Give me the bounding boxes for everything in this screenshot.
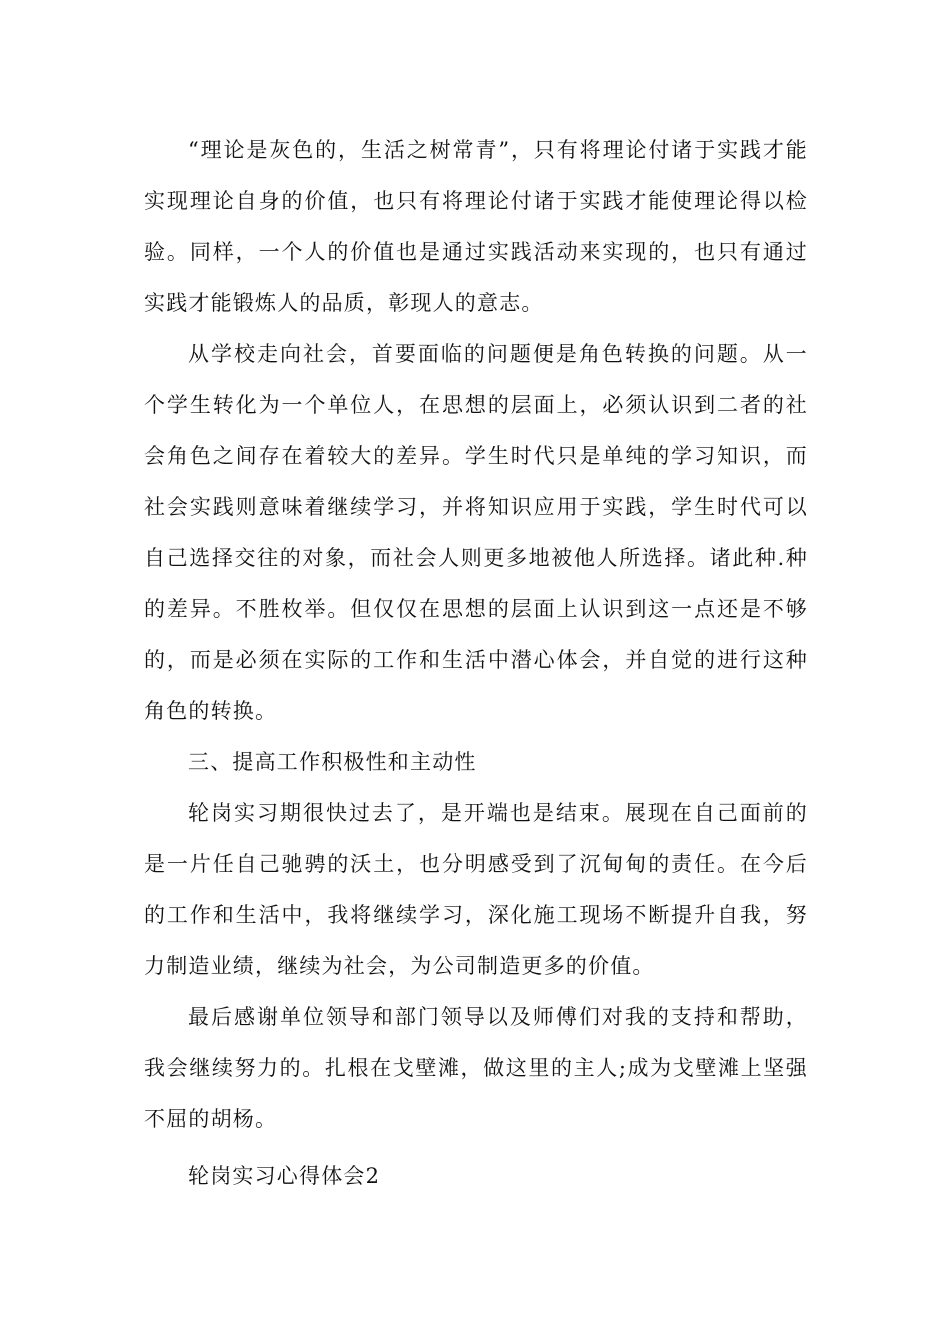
document-body — [144, 125, 808, 1202]
paragraph-role-transition: 从学校走向社会，首要面临的问题便是角色转换的问题。从一个学生转化为一个单位人，在思想的层面上，必须认识到二者的社会角色之间存在着较大的差异。学生时代只是单纯的学习知识，而社会实践则意味着继续学习，并将知识应用于实践，学生时代可以自己选择交往的对象，而社会人则更多地被他人所选择。诸此种.种的差异。不胜枚举。但仅仅在思想的层面上认识到这一点还是不够的，而是必须在实际的工作和生活中潜心体会，并自觉的进行这种角色的转换。 — [144, 342, 808, 723]
paragraph-thanks: 最后感谢单位领导和部门领导以及师傅们对我的支持和帮助，我会继续努力的。扎根在戈壁滩，做这里的主人;成为戈壁滩上坚强不屈的胡杨。 — [144, 1005, 808, 1131]
paragraph-theory-practice: “理论是灰色的，生活之树常青”，只有将理论付诸于实践才能实现理论自身的价值，也只有将理论付诸于实践才能使理论得以检验。同样，一个人的价值也是通过实践活动来实现的，也只有通过实践才能锻炼人的品质，彰现人的意志。 — [144, 138, 808, 315]
section-heading: 三、提高工作积极性和主动性 — [188, 750, 477, 774]
next-document-title: 轮岗实习心得体会2 — [188, 1164, 381, 1188]
paragraph-internship-summary: 轮岗实习期很快过去了，是开端也是结束。展现在自己面前的是一片任自己驰骋的沃土，也分明感受到了沉甸甸的责任。在今后的工作和生活中，我将继续学习，深化施工现场不断提升自我，努力制造业绩，继续为社会，为公司制造更多的价值。 — [144, 801, 808, 978]
